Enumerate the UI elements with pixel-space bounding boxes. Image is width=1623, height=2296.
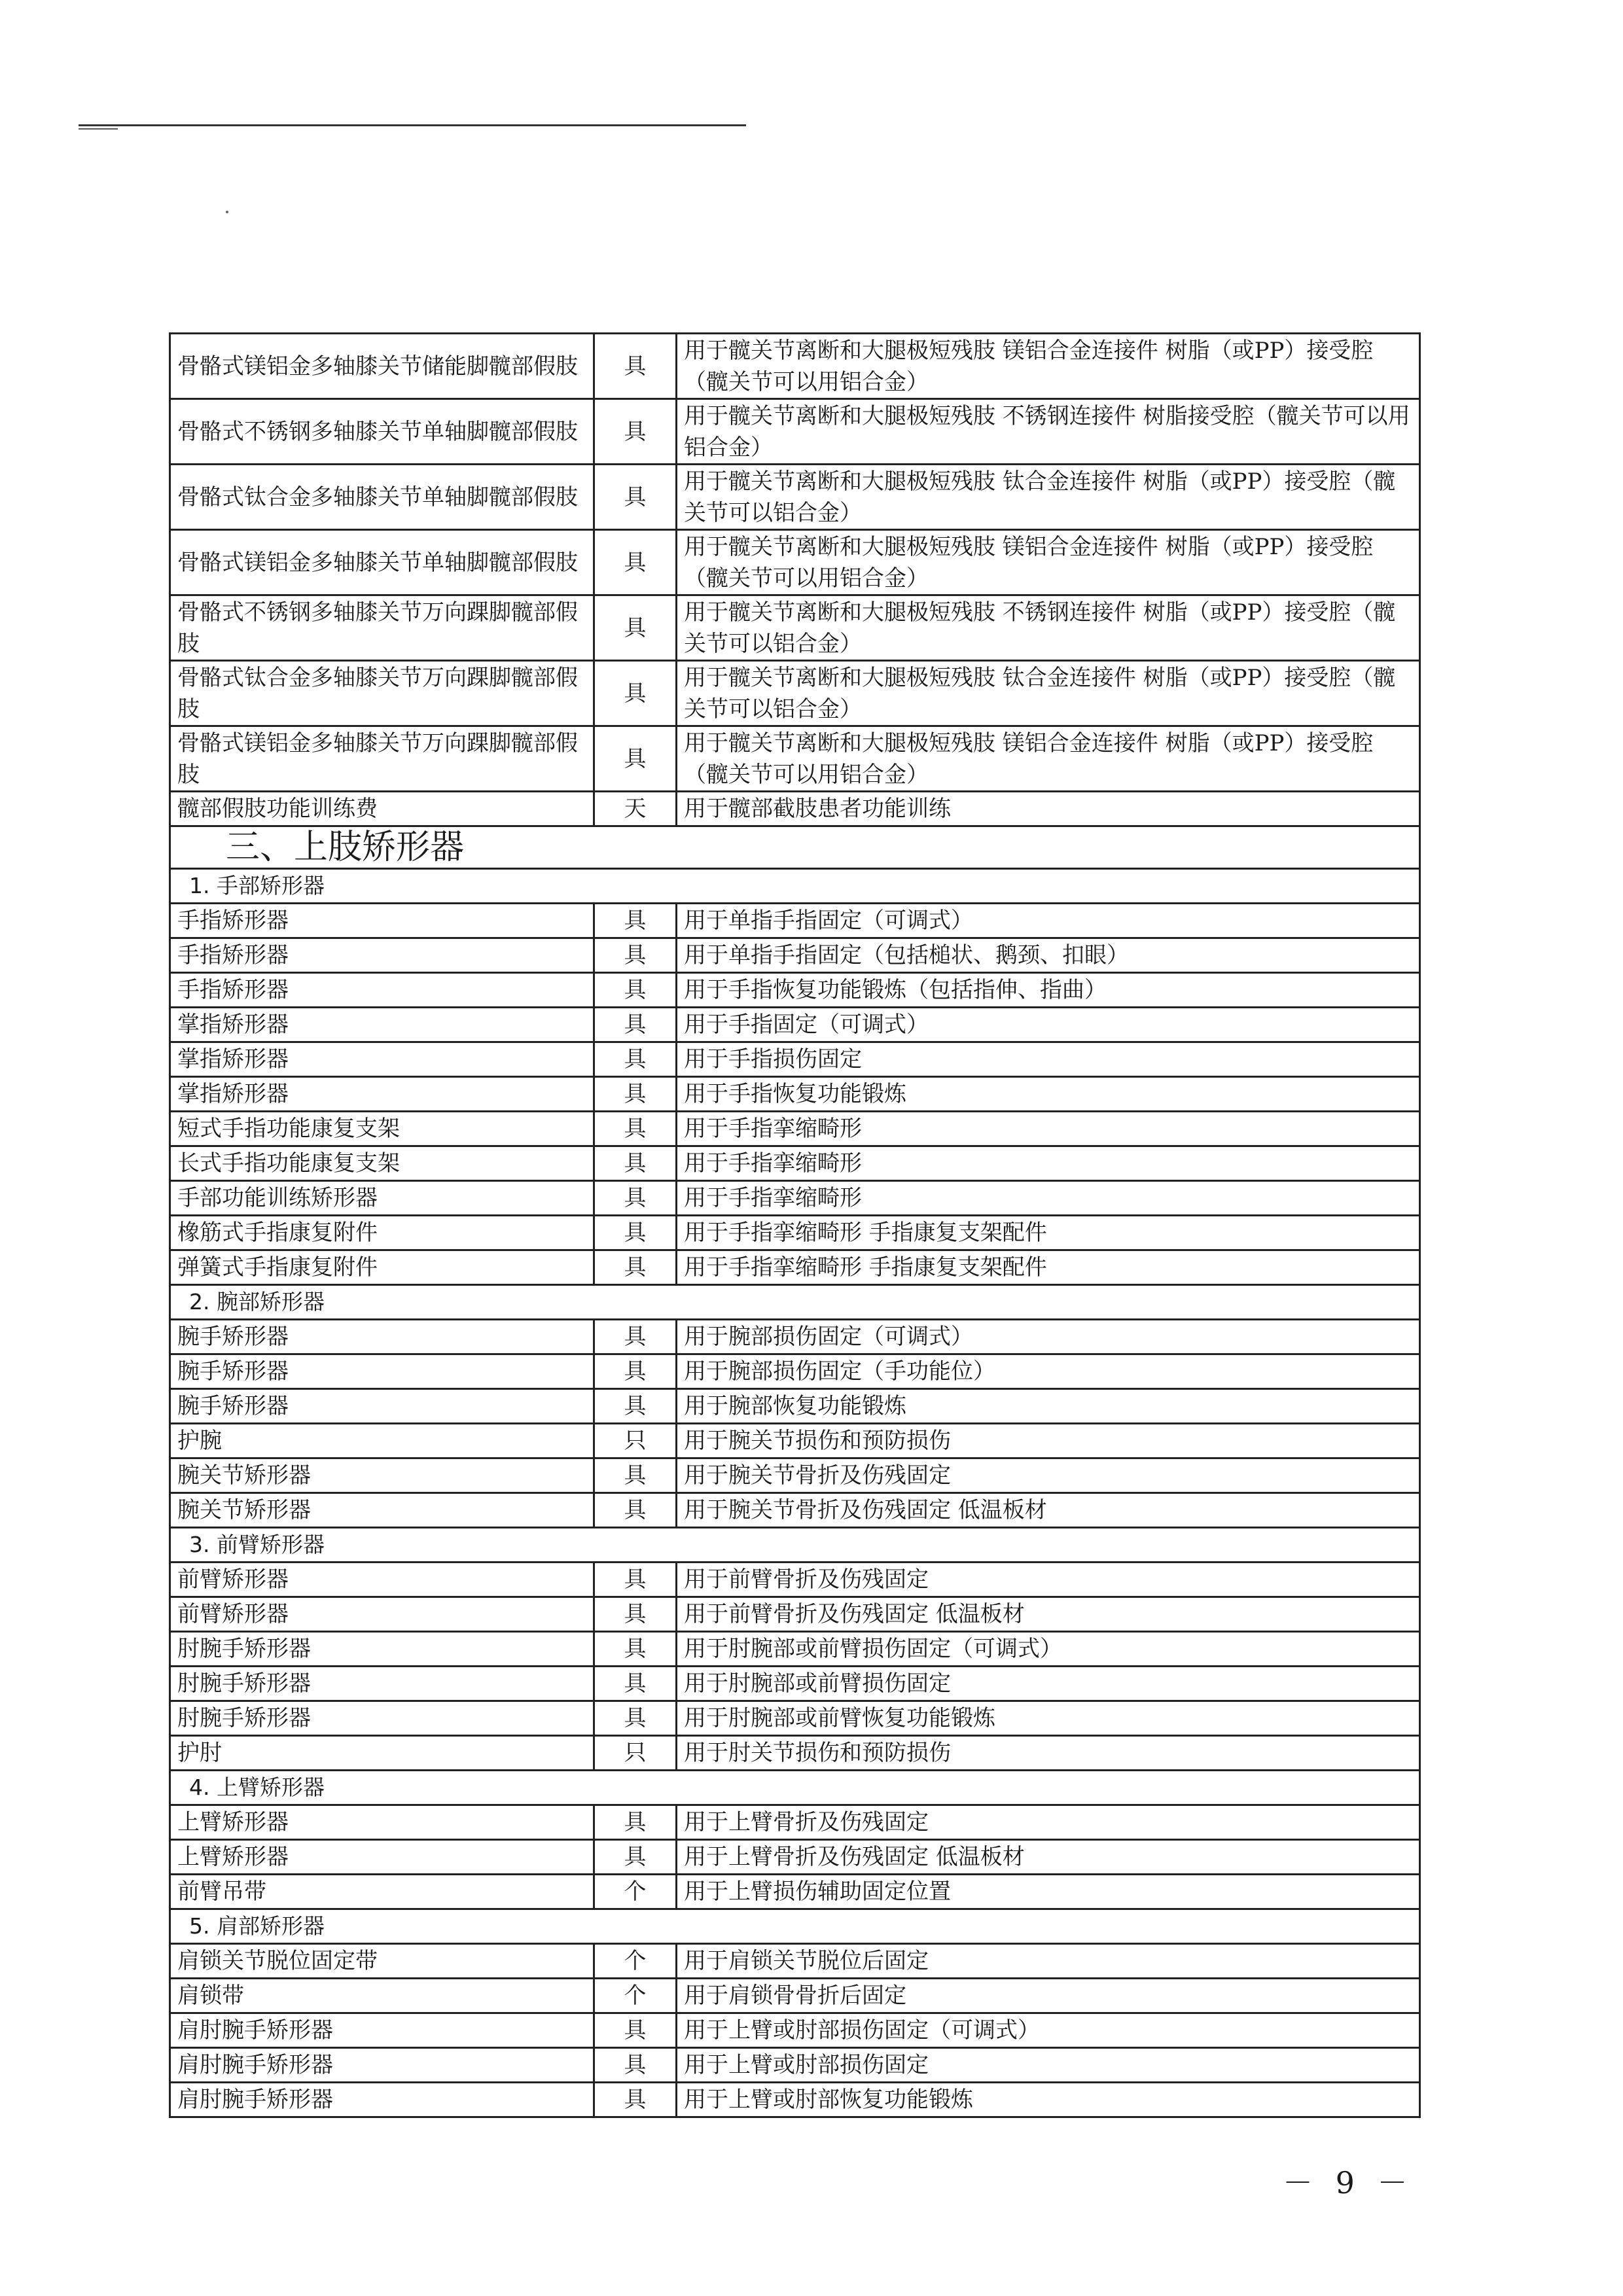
subsection-heading-row	[170, 1771, 1420, 1805]
item-unit-cell: 具	[594, 1389, 677, 1424]
item-desc-cell: 用于髋关节离断和大腿极短残肢 镁铝合金连接件 树脂（或PP）接受腔（髋关节可以用铝合金）	[677, 726, 1420, 792]
table-row	[170, 1667, 1420, 1701]
item-unit-cell: 具	[594, 1354, 677, 1389]
item-name-cell: 手指矫形器	[170, 938, 594, 973]
item-unit-cell: 具	[594, 1667, 677, 1701]
item-desc-cell: 用于手指挛缩畸形	[677, 1181, 1420, 1216]
item-desc-cell: 用于髋关节离断和大腿极短残肢 钛合金连接件 树脂（或PP）接受腔（髋关节可以铝合金）	[677, 465, 1420, 530]
table-row	[170, 792, 1420, 826]
item-desc-cell: 用于单指手指固定（包括槌状、鹅颈、扣眼）	[677, 938, 1420, 973]
item-desc-cell: 用于前臂骨折及伤残固定	[677, 1563, 1420, 1597]
item-unit-cell: 具	[594, 1320, 677, 1354]
subsection-heading: 1. 手部矫形器	[170, 869, 1420, 904]
item-name-cell: 上臂矫形器	[170, 1805, 594, 1840]
item-unit-cell: 只	[594, 1736, 677, 1771]
item-name-cell: 掌指矫形器	[170, 1042, 594, 1077]
table-row	[170, 1250, 1420, 1285]
item-name-cell: 肩肘腕手矫形器	[170, 2083, 594, 2117]
item-unit-cell: 个	[594, 1944, 677, 1979]
subsection-heading: 4. 上臂矫形器	[170, 1771, 1420, 1805]
item-desc-cell: 用于手指挛缩畸形	[677, 1112, 1420, 1146]
item-desc-cell: 用于肘关节损伤和预防损伤	[677, 1736, 1420, 1771]
item-desc-cell: 用于手指挛缩畸形 手指康复支架配件	[677, 1216, 1420, 1250]
item-name-cell: 掌指矫形器	[170, 1077, 594, 1112]
item-desc-cell: 用于上臂或肘部损伤固定	[677, 2048, 1420, 2083]
item-desc-cell: 用于手指损伤固定	[677, 1042, 1420, 1077]
item-name-cell: 髋部假肢功能训练费	[170, 792, 594, 826]
item-unit-cell: 具	[594, 1493, 677, 1528]
table-row	[170, 1805, 1420, 1840]
item-name-cell: 前臂吊带	[170, 1875, 594, 1909]
item-desc-cell: 用于上臂骨折及伤残固定	[677, 1805, 1420, 1840]
item-unit-cell: 具	[594, 661, 677, 726]
item-name-cell: 手部功能训练矫形器	[170, 1181, 594, 1216]
subsection-heading-row	[170, 1285, 1420, 1320]
item-desc-cell: 用于腕关节骨折及伤残固定	[677, 1458, 1420, 1493]
item-unit-cell: 具	[594, 1042, 677, 1077]
table-row	[170, 465, 1420, 530]
item-desc-cell: 用于手指恢复功能锻炼	[677, 1077, 1420, 1112]
item-desc-cell: 用于上臂或肘部损伤固定（可调式）	[677, 2013, 1420, 2048]
page-number: － 9 －	[1283, 2165, 1414, 2200]
scan-speck	[226, 211, 228, 213]
table-row	[170, 2048, 1420, 2083]
item-unit-cell: 只	[594, 1424, 677, 1458]
table-row	[170, 1389, 1420, 1424]
item-unit-cell: 具	[594, 1458, 677, 1493]
item-unit-cell: 具	[594, 2083, 677, 2117]
item-desc-cell: 用于手指挛缩畸形	[677, 1146, 1420, 1181]
table-row	[170, 1320, 1420, 1354]
item-name-cell: 肩锁关节脱位固定带	[170, 1944, 594, 1979]
item-desc-cell: 用于上臂骨折及伤残固定 低温板材	[677, 1840, 1420, 1875]
table-row	[170, 1216, 1420, 1250]
item-table-body	[170, 334, 1420, 2117]
item-name-cell: 腕手矫形器	[170, 1354, 594, 1389]
item-unit-cell: 具	[594, 1632, 677, 1667]
item-unit-cell: 具	[594, 1181, 677, 1216]
item-name-cell: 弹簧式手指康复附件	[170, 1250, 594, 1285]
table-row	[170, 1042, 1420, 1077]
table-row	[170, 399, 1420, 465]
header-rule-short	[79, 128, 118, 130]
table-row	[170, 1597, 1420, 1632]
table-row	[170, 1701, 1420, 1736]
table-row	[170, 1632, 1420, 1667]
table-row	[170, 595, 1420, 661]
item-desc-cell: 用于髋关节离断和大腿极短残肢 镁铝合金连接件 树脂（或PP）接受腔（髋关节可以用铝合金）	[677, 334, 1420, 399]
item-unit-cell: 具	[594, 1701, 677, 1736]
item-name-cell: 护肘	[170, 1736, 594, 1771]
item-unit-cell: 具	[594, 1146, 677, 1181]
subsection-heading-row	[170, 869, 1420, 904]
section-heading: 三、上肢矫形器	[170, 826, 1420, 869]
item-unit-cell: 具	[594, 1805, 677, 1840]
item-unit-cell: 具	[594, 1077, 677, 1112]
item-desc-cell: 用于上臂损伤辅助固定位置	[677, 1875, 1420, 1909]
table-row	[170, 938, 1420, 973]
item-desc-cell: 用于手指固定（可调式）	[677, 1008, 1420, 1042]
item-unit-cell: 具	[594, 726, 677, 792]
item-unit-cell: 具	[594, 1008, 677, 1042]
item-unit-cell: 天	[594, 792, 677, 826]
item-name-cell: 骨骼式不锈钢多轴膝关节万向踝脚髋部假肢	[170, 595, 594, 661]
item-name-cell: 橡筋式手指康复附件	[170, 1216, 594, 1250]
table-row	[170, 973, 1420, 1008]
item-unit-cell: 具	[594, 2013, 677, 2048]
item-name-cell: 骨骼式钛合金多轴膝关节单轴脚髋部假肢	[170, 465, 594, 530]
item-unit-cell: 具	[594, 530, 677, 595]
item-desc-cell: 用于髋关节离断和大腿极短残肢 不锈钢连接件 树脂（或PP）接受腔（髋关节可以铝合金）	[677, 595, 1420, 661]
item-unit-cell: 具	[594, 938, 677, 973]
item-unit-cell: 具	[594, 904, 677, 938]
item-unit-cell: 具	[594, 973, 677, 1008]
item-desc-cell: 用于髋关节离断和大腿极短残肢 镁铝合金连接件 树脂（或PP）接受腔（髋关节可以用铝合金）	[677, 530, 1420, 595]
item-desc-cell: 用于髋关节离断和大腿极短残肢 钛合金连接件 树脂（或PP）接受腔（髋关节可以铝合金）	[677, 661, 1420, 726]
item-table	[169, 332, 1421, 2118]
table-row	[170, 1458, 1420, 1493]
subsection-heading: 2. 腕部矫形器	[170, 1285, 1420, 1320]
item-desc-cell: 用于肩锁关节脱位后固定	[677, 1944, 1420, 1979]
table-row	[170, 1944, 1420, 1979]
table-row	[170, 1354, 1420, 1389]
item-name-cell: 腕关节矫形器	[170, 1493, 594, 1528]
item-desc-cell: 用于腕关节骨折及伤残固定 低温板材	[677, 1493, 1420, 1528]
table-row	[170, 530, 1420, 595]
item-name-cell: 腕关节矫形器	[170, 1458, 594, 1493]
item-name-cell: 骨骼式镁铝金多轴膝关节单轴脚髋部假肢	[170, 530, 594, 595]
item-unit-cell: 具	[594, 334, 677, 399]
table-row	[170, 1424, 1420, 1458]
table-row	[170, 726, 1420, 792]
item-desc-cell: 用于腕关节损伤和预防损伤	[677, 1424, 1420, 1458]
item-desc-cell: 用于肘腕部或前臂恢复功能锻炼	[677, 1701, 1420, 1736]
subsection-heading: 3. 前臂矫形器	[170, 1528, 1420, 1563]
table-row	[170, 334, 1420, 399]
item-unit-cell: 个	[594, 1875, 677, 1909]
item-name-cell: 骨骼式镁铝金多轴膝关节万向踝脚髋部假肢	[170, 726, 594, 792]
item-desc-cell: 用于肩锁骨骨折后固定	[677, 1979, 1420, 2013]
item-desc-cell: 用于腕部损伤固定（可调式）	[677, 1320, 1420, 1354]
table-row	[170, 1181, 1420, 1216]
table-row	[170, 1112, 1420, 1146]
item-name-cell: 腕手矫形器	[170, 1389, 594, 1424]
item-desc-cell: 用于肘腕部或前臂损伤固定（可调式）	[677, 1632, 1420, 1667]
item-unit-cell: 具	[594, 1597, 677, 1632]
item-name-cell: 肘腕手矫形器	[170, 1632, 594, 1667]
item-name-cell: 手指矫形器	[170, 904, 594, 938]
item-name-cell: 护腕	[170, 1424, 594, 1458]
item-unit-cell: 具	[594, 1216, 677, 1250]
table-row	[170, 1493, 1420, 1528]
table-row	[170, 1008, 1420, 1042]
table-row	[170, 1563, 1420, 1597]
item-name-cell: 骨骼式不锈钢多轴膝关节单轴脚髋部假肢	[170, 399, 594, 465]
item-unit-cell: 具	[594, 1840, 677, 1875]
item-desc-cell: 用于髋关节离断和大腿极短残肢 不锈钢连接件 树脂接受腔（髋关节可以用铝合金）	[677, 399, 1420, 465]
table-row	[170, 1875, 1420, 1909]
item-unit-cell: 具	[594, 399, 677, 465]
item-unit-cell: 具	[594, 1563, 677, 1597]
table-row	[170, 1979, 1420, 2013]
subsection-heading-row	[170, 1528, 1420, 1563]
item-name-cell: 肩锁带	[170, 1979, 594, 2013]
item-name-cell: 肘腕手矫形器	[170, 1701, 594, 1736]
item-unit-cell: 具	[594, 2048, 677, 2083]
table-row	[170, 661, 1420, 726]
table-row	[170, 2083, 1420, 2117]
item-desc-cell: 用于髋部截肢患者功能训练	[677, 792, 1420, 826]
section-heading-row	[170, 826, 1420, 869]
item-unit-cell: 具	[594, 465, 677, 530]
subsection-heading: 5. 肩部矫形器	[170, 1909, 1420, 1944]
item-unit-cell: 具	[594, 595, 677, 661]
item-name-cell: 长式手指功能康复支架	[170, 1146, 594, 1181]
item-name-cell: 掌指矫形器	[170, 1008, 594, 1042]
table-row	[170, 1077, 1420, 1112]
item-name-cell: 腕手矫形器	[170, 1320, 594, 1354]
item-name-cell: 肩肘腕手矫形器	[170, 2013, 594, 2048]
item-name-cell: 肘腕手矫形器	[170, 1667, 594, 1701]
item-desc-cell: 用于肘腕部或前臂损伤固定	[677, 1667, 1420, 1701]
header-rule	[79, 124, 746, 126]
item-unit-cell: 个	[594, 1979, 677, 2013]
item-name-cell: 短式手指功能康复支架	[170, 1112, 594, 1146]
item-name-cell: 骨骼式镁铝金多轴膝关节储能脚髋部假肢	[170, 334, 594, 399]
table-row	[170, 904, 1420, 938]
subsection-heading-row	[170, 1909, 1420, 1944]
item-name-cell: 上臂矫形器	[170, 1840, 594, 1875]
item-desc-cell: 用于腕部损伤固定（手功能位）	[677, 1354, 1420, 1389]
item-desc-cell: 用于前臂骨折及伤残固定 低温板材	[677, 1597, 1420, 1632]
item-name-cell: 前臂矫形器	[170, 1563, 594, 1597]
item-desc-cell: 用于上臂或肘部恢复功能锻炼	[677, 2083, 1420, 2117]
item-desc-cell: 用于腕部恢复功能锻炼	[677, 1389, 1420, 1424]
item-unit-cell: 具	[594, 1112, 677, 1146]
table-row	[170, 2013, 1420, 2048]
item-desc-cell: 用于手指恢复功能锻炼（包括指伸、指曲）	[677, 973, 1420, 1008]
table-row	[170, 1736, 1420, 1771]
item-name-cell: 前臂矫形器	[170, 1597, 594, 1632]
item-desc-cell: 用于手指挛缩畸形 手指康复支架配件	[677, 1250, 1420, 1285]
item-unit-cell: 具	[594, 1250, 677, 1285]
item-name-cell: 肩肘腕手矫形器	[170, 2048, 594, 2083]
item-name-cell: 手指矫形器	[170, 973, 594, 1008]
table-row	[170, 1146, 1420, 1181]
item-desc-cell: 用于单指手指固定（可调式）	[677, 904, 1420, 938]
table-row	[170, 1840, 1420, 1875]
item-name-cell: 骨骼式钛合金多轴膝关节万向踝脚髋部假肢	[170, 661, 594, 726]
